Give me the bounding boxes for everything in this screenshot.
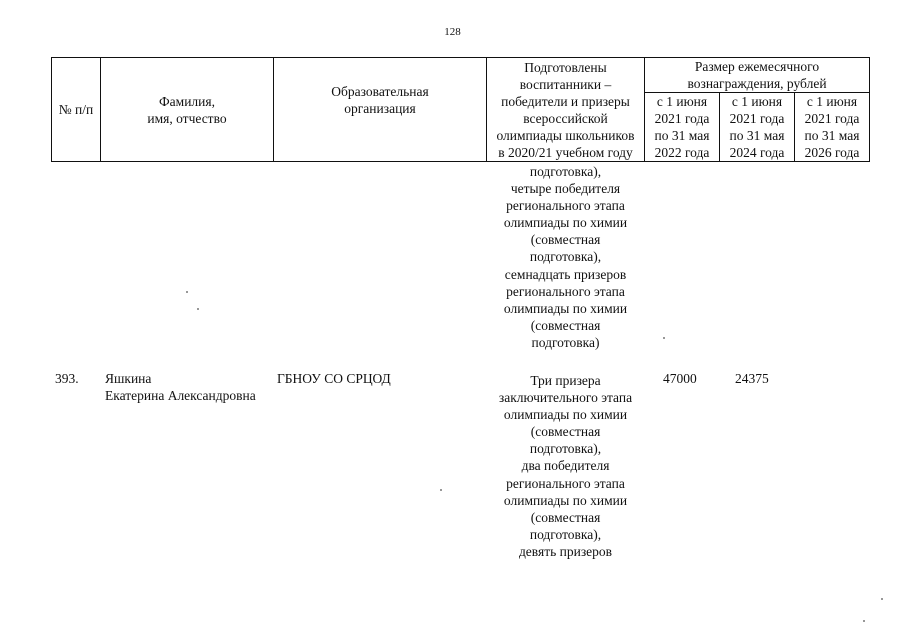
row-name bbox=[105, 370, 256, 404]
description-line: регионального этапа bbox=[506, 475, 625, 491]
page-number: 128 bbox=[444, 26, 461, 38]
award-period-line: 2021 года bbox=[804, 111, 860, 126]
continued-line: (совместная bbox=[530, 232, 601, 248]
header-col-organization bbox=[274, 58, 487, 162]
continued-line: олимпиады по химии bbox=[503, 300, 628, 316]
header-col-award-group-line: Размер ежемесячного bbox=[694, 59, 820, 74]
description-line: девять призеров bbox=[518, 543, 613, 559]
row-given-names: Екатерина Александровна bbox=[105, 388, 256, 404]
header-col-prepared-line: олимпиады школьников bbox=[496, 127, 635, 143]
description-line: олимпиады по химии bbox=[503, 492, 628, 508]
continued-line: четыре победителя bbox=[510, 181, 621, 197]
description-line: подготовка), bbox=[529, 526, 602, 542]
award-period-line: 2021 года bbox=[729, 111, 785, 126]
award-period-line: с 1 июня bbox=[731, 94, 783, 109]
scan-speck bbox=[197, 308, 199, 310]
row-award-2022: 47000 bbox=[663, 371, 697, 386]
continued-line: подготовка), bbox=[529, 164, 602, 179]
continued-cell-text bbox=[488, 163, 643, 351]
table-header bbox=[51, 57, 870, 162]
continued-line: регионального этапа bbox=[506, 283, 625, 299]
row-surname: Яшкина bbox=[105, 371, 152, 386]
header-col-organization-line: Образовательная bbox=[331, 84, 429, 99]
description-line: (совместная bbox=[530, 424, 601, 440]
description-line: (совместная bbox=[530, 509, 601, 525]
scan-speck bbox=[663, 337, 665, 339]
continued-line: подготовка), bbox=[529, 249, 602, 265]
header-col-award-group-line: вознаграждения, рублей bbox=[687, 76, 827, 91]
row-award-2024: 24375 bbox=[735, 371, 769, 386]
continued-line: семнадцать призеров bbox=[504, 266, 627, 282]
header-col-prepared-line: Подготовлены bbox=[524, 59, 607, 75]
award-period-line: по 31 мая bbox=[654, 128, 710, 143]
header-col-name-line: Фамилия, bbox=[159, 93, 215, 109]
header-col-prepared bbox=[487, 58, 645, 162]
header-col-organization-line: организация bbox=[344, 101, 416, 116]
header-col-prepared-line: в 2020/21 учебном году bbox=[498, 144, 633, 160]
header-award-period-2026 bbox=[795, 93, 870, 162]
header-col-prepared-line: победители и призеры bbox=[501, 93, 630, 109]
row-description bbox=[488, 372, 643, 560]
continued-line: регионального этапа bbox=[506, 198, 625, 214]
header-col-name-line: имя, отчество bbox=[147, 110, 227, 126]
award-period-line: 2024 года bbox=[729, 145, 785, 160]
continued-line: подготовка) bbox=[531, 334, 600, 350]
description-line: заключительного этапа bbox=[498, 390, 633, 406]
award-period-line: 2022 года bbox=[654, 145, 710, 160]
header-col-name bbox=[101, 58, 274, 162]
continued-line: олимпиады по химии bbox=[503, 215, 628, 231]
description-line: два победителя bbox=[521, 458, 610, 474]
description-line: подготовка), bbox=[529, 441, 602, 457]
award-period-line: с 1 июня bbox=[806, 94, 858, 109]
row-number: 393. bbox=[55, 371, 79, 386]
scan-speck bbox=[440, 489, 442, 491]
award-period-line: 2021 года bbox=[654, 111, 710, 126]
header-col-award-group bbox=[645, 58, 870, 93]
row-organization: ГБНОУ СО СРЦОД bbox=[277, 371, 391, 386]
continued-line: (совместная bbox=[530, 317, 601, 333]
header-award-period-2022 bbox=[645, 93, 720, 162]
award-period-line: 2026 года bbox=[804, 145, 860, 160]
scan-speck bbox=[863, 620, 865, 622]
award-period-line: по 31 мая bbox=[729, 128, 785, 143]
header-award-period-2024 bbox=[720, 93, 795, 162]
header-col-prepared-line: воспитанники – bbox=[519, 76, 612, 92]
scan-speck bbox=[186, 291, 188, 293]
award-period-line: по 31 мая bbox=[804, 128, 860, 143]
scan-speck bbox=[881, 598, 883, 600]
description-line: Три призера bbox=[530, 373, 601, 388]
header-col-number: № п/п bbox=[52, 58, 101, 162]
header-col-prepared-line: всероссийской bbox=[523, 110, 608, 126]
description-line: олимпиады по химии bbox=[503, 407, 628, 423]
award-period-line: с 1 июня bbox=[656, 94, 708, 109]
